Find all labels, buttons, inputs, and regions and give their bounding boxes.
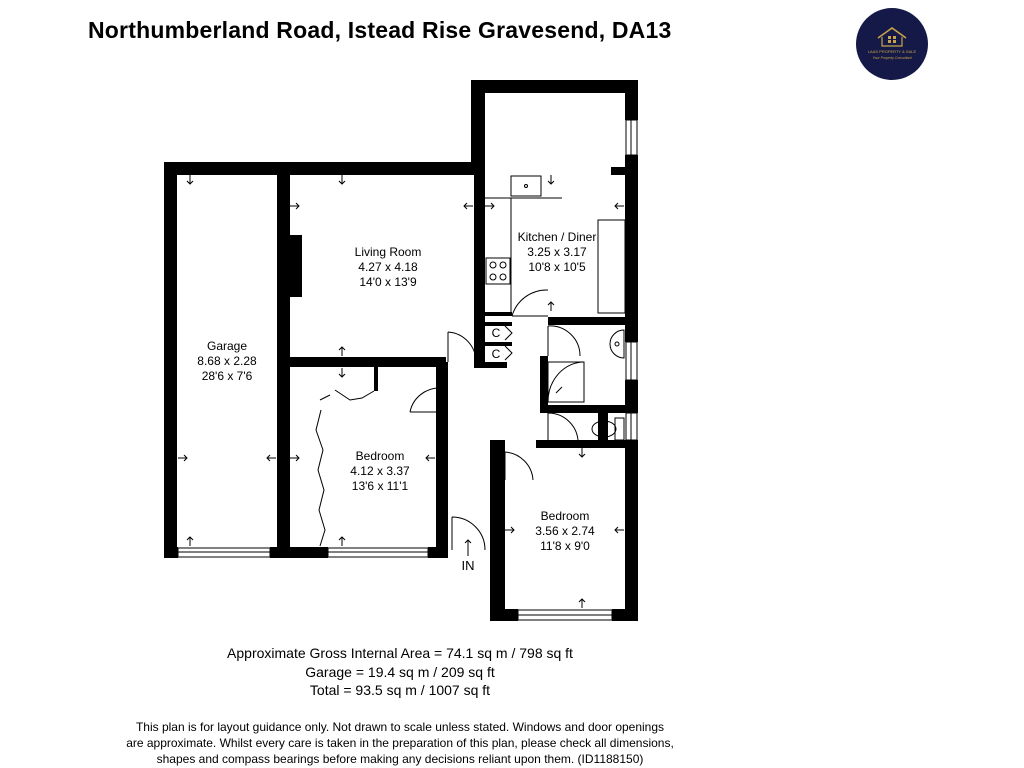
room-imperial: 11'8 x 9'0 (540, 539, 590, 553)
fixtures (485, 176, 625, 440)
room-metric: 4.12 x 3.37 (350, 464, 410, 478)
washbasin-icon (610, 330, 624, 358)
room-name: Kitchen / Diner (517, 230, 597, 244)
room-name: Bedroom (540, 509, 590, 523)
sink-icon (511, 176, 541, 196)
disclaimer-line: This plan is for layout guidance only. Not drawn to scale unless stated. Windows and door openings (135, 720, 665, 734)
room-garage (197, 339, 257, 383)
room-bedroom-1 (350, 449, 410, 493)
room-kitchen-diner (518, 230, 597, 274)
room-living-room (355, 245, 422, 289)
room-name: Living Room (354, 245, 422, 259)
disclaimer-line: are approximate. Whilst every care is taken in the preparation of this plan, please check all dimensions, (126, 736, 674, 750)
room-bedroom-2 (535, 509, 595, 553)
shower-icon (548, 362, 584, 402)
room-imperial: 13'6 x 11'1 (351, 479, 409, 493)
room-imperial: 28'6 x 7'6 (201, 369, 253, 383)
hob-icon (486, 258, 510, 284)
disclaimer-line: shapes and compass bearings before making any decisions reliant upon them. (ID1188150) (156, 752, 644, 766)
room-imperial: 14'0 x 13'9 (359, 275, 417, 289)
room-name: Bedroom (355, 449, 405, 463)
total-area: Total = 93.5 sq m / 1007 sq ft (309, 682, 491, 698)
entrance-label: IN (461, 558, 475, 573)
cupboard-label: C (491, 347, 501, 361)
room-metric: 4.27 x 4.18 (358, 260, 418, 274)
logo-brand: LAAS PROPERTY & SALE (867, 49, 917, 54)
logo-tagline: Your Property Consultant (872, 56, 912, 60)
room-metric: 3.56 x 2.74 (535, 524, 595, 538)
gross-internal-area: Approximate Gross Internal Area = 74.1 sq m / 798 sq ft (227, 645, 573, 661)
room-metric: 3.25 x 3.17 (527, 245, 587, 259)
room-metric: 8.68 x 2.28 (197, 354, 257, 368)
room-name: Garage (206, 339, 248, 353)
entrance-arrow-icon (465, 540, 471, 556)
garage-area: Garage = 19.4 sq m / 209 sq ft (305, 664, 495, 680)
cupboard-label: C (491, 326, 501, 340)
room-imperial: 10'8 x 10'5 (528, 260, 586, 274)
page-title: Northumberland Road, Istead Rise Gravesend, DA13 (88, 17, 672, 43)
